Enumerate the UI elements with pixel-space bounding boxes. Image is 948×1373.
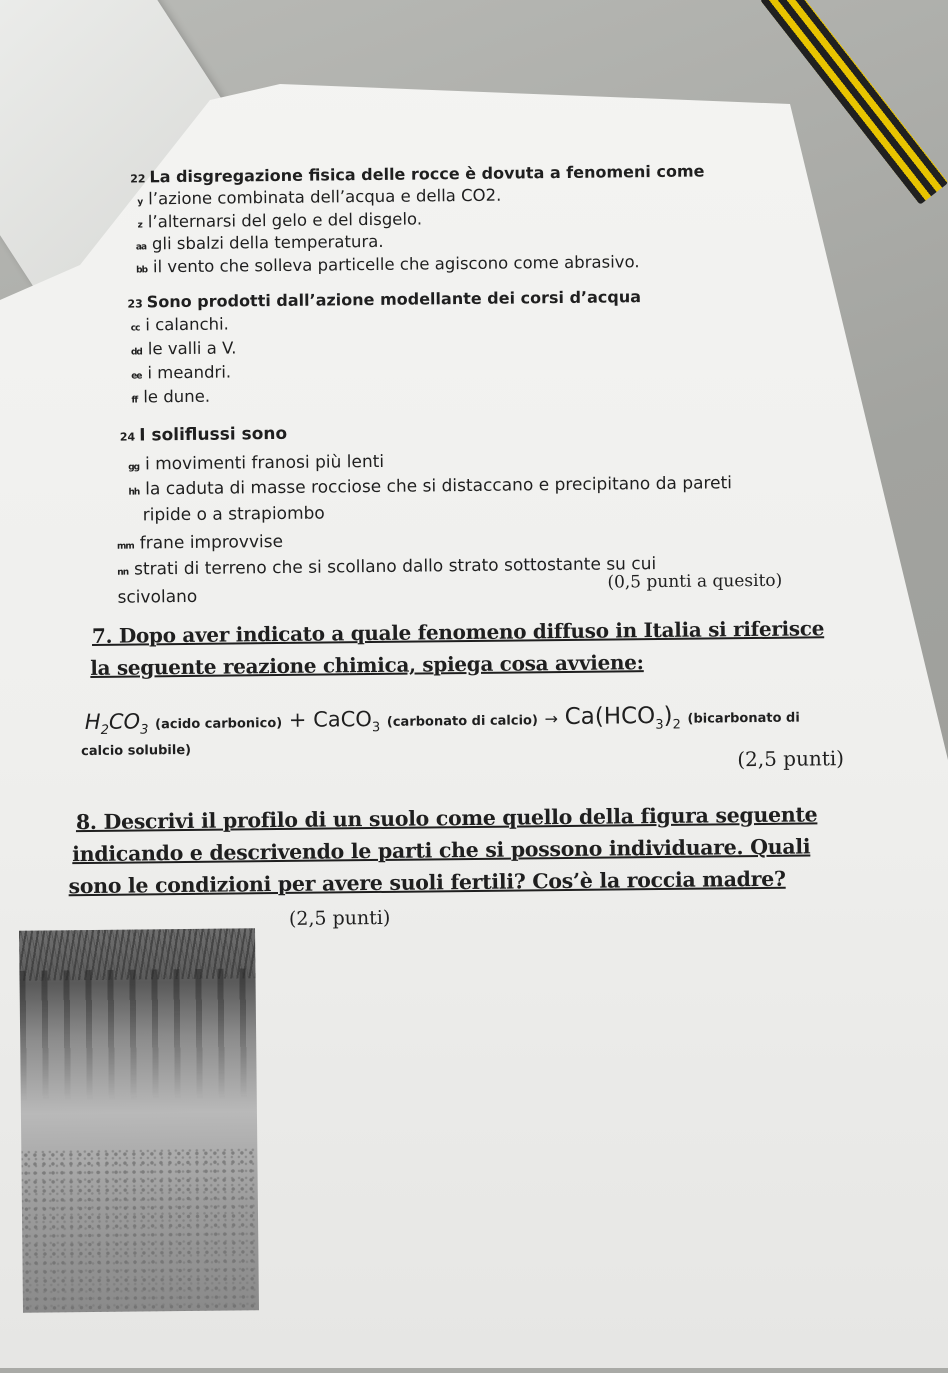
option-ee	[131, 362, 231, 382]
option-text: il vento che solleva particelle che agiscono come abrasivo.	[152, 252, 640, 277]
question-text: Sono prodotti dall’azione modellante dei corsi d’acqua	[146, 287, 642, 312]
option-mark: z	[137, 220, 142, 231]
reactant-1-note: (acido carbonico)	[155, 715, 283, 733]
option-gg	[128, 452, 384, 475]
points-note-q24: (0,5 punti a quesito)	[607, 570, 783, 593]
question-text: La disgregazione fisica delle rocce è dovuta a fenomeni come	[149, 161, 705, 187]
option-mm	[117, 532, 283, 554]
question-8-line1: 8. Descrivi il profilo di un suolo come quello della figura seguente	[75, 802, 818, 835]
option-hh-continued: ripide o a strapiombo	[142, 503, 325, 526]
option-mark: aa	[135, 242, 147, 253]
option-mark: ee	[131, 371, 142, 382]
points-note-q7: (2,5 punti)	[737, 746, 845, 772]
product-note: (bicarbonato di	[687, 710, 800, 727]
option-dd	[131, 338, 237, 358]
question-23	[127, 287, 641, 311]
roots-layer	[19, 968, 256, 1100]
option-mark: bb	[136, 265, 148, 276]
option-text: strati di terreno che si scollano dallo strato sottostante su cui	[133, 554, 657, 580]
option-text: gli sbalzi della temperatura.	[151, 231, 384, 254]
option-aa	[136, 232, 384, 254]
option-text: i movimenti franosi più lenti	[144, 451, 385, 475]
points-note-q8: (2,5 punti)	[288, 906, 391, 930]
question-8-line2: indicando e descrivendo le parti che si possono individuare. Quali	[72, 834, 811, 867]
option-ff	[131, 387, 210, 407]
question-24	[120, 424, 287, 446]
option-mark: gg	[128, 462, 140, 473]
reactant-1: $H_2CO_3$	[84, 709, 149, 739]
product: $Ca(HCO_3)_2$	[564, 702, 681, 733]
option-text: i calanchi.	[145, 314, 229, 335]
option-text: l’alternarsi del gelo e del disgelo.	[147, 209, 423, 232]
reactant-2-note: (carbonato di calcio)	[386, 713, 538, 730]
question-number: 23	[127, 297, 143, 311]
question-number: 22	[130, 172, 146, 186]
product-note-continued: calcio solubile)	[81, 742, 192, 760]
question-text: I soliflussi sono	[139, 423, 288, 446]
question-number: 24	[119, 430, 136, 444]
option-text: l’azione combinata dell’acqua e della CO2.	[148, 185, 502, 209]
reactant-2: CaCO$_3$	[312, 707, 381, 736]
option-text: frane improvvise	[139, 531, 284, 554]
chemical-reaction	[85, 702, 800, 739]
option-y	[137, 186, 501, 209]
option-bb	[136, 252, 640, 276]
option-mark: y	[137, 197, 143, 208]
option-nn	[117, 554, 656, 580]
option-hh	[128, 473, 732, 499]
option-cc	[131, 315, 229, 335]
option-mark: nn	[117, 567, 129, 578]
option-nn-continued: scivolano	[117, 586, 198, 608]
option-text: la caduta di masse rocciose che si distaccano e precipitano da pareti	[145, 473, 733, 500]
soil-profile-figure	[19, 928, 259, 1312]
option-z	[138, 209, 423, 231]
bedrock-layer	[21, 1148, 259, 1312]
question-7-line1: 7. Dopo aver indicato a quale fenomeno diffuso in Italia si riferisce	[91, 616, 825, 648]
plus-sign: +	[288, 707, 307, 732]
question-8-line3: sono le condizioni per avere suoli fertili? Cos’è la roccia madre?	[68, 866, 786, 899]
option-mark: ff	[131, 395, 138, 406]
option-mark: hh	[128, 487, 140, 498]
option-text: le dune.	[143, 386, 211, 407]
option-mark: mm	[116, 541, 134, 552]
question-22	[130, 162, 704, 187]
reaction-arrow: →	[544, 709, 559, 729]
option-text: le valli a V.	[147, 338, 237, 359]
question-7-line2: la seguente reazione chimica, spiega cosa avviene:	[90, 650, 644, 680]
option-text: i meandri.	[147, 362, 232, 383]
option-mark: dd	[130, 347, 142, 358]
option-mark: cc	[130, 323, 140, 334]
